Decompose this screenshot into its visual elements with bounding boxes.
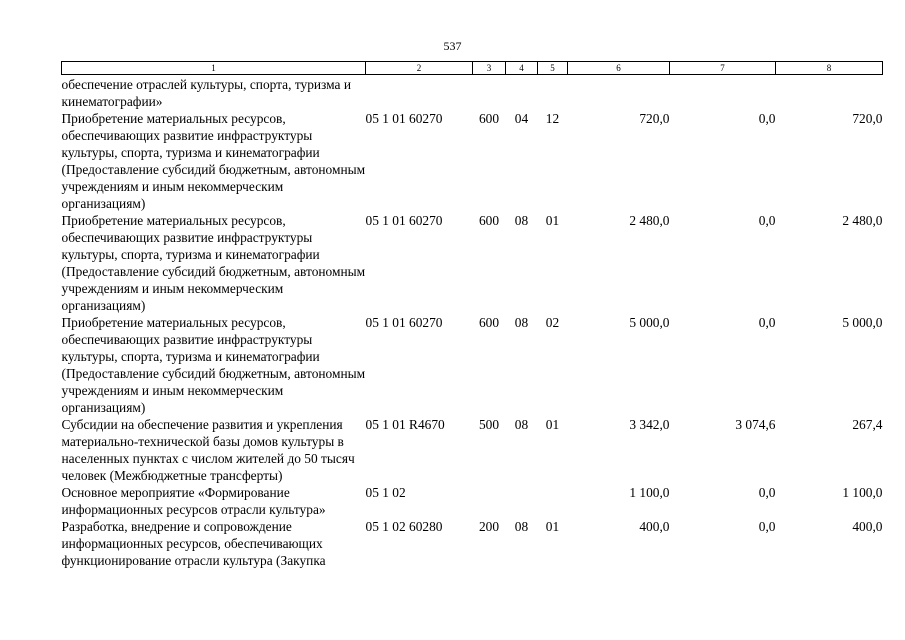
row-section: 08 (514, 417, 529, 432)
table-row (62, 518, 883, 569)
row-total: 5 000,0 (629, 315, 670, 330)
column-number-row (62, 62, 883, 75)
row-section: 08 (514, 519, 529, 534)
row-regional: 5 000,0 (842, 315, 883, 330)
row-subsection: 12 (545, 111, 560, 126)
row-section: 08 (514, 315, 529, 330)
column-number: 5 (538, 62, 568, 75)
row-code: 05 1 01 R4670 (365, 417, 445, 432)
row-code: 05 1 02 60280 (365, 519, 443, 534)
column-number: 7 (670, 62, 776, 75)
column-number: 3 (473, 62, 506, 75)
row-code: 05 1 01 60270 (365, 111, 443, 126)
column-number: 6 (568, 62, 670, 75)
row-expense-type (473, 75, 506, 111)
row-total: 3 342,0 (629, 417, 670, 432)
row-expense-type: 600 (478, 111, 500, 126)
table-row (62, 75, 883, 111)
row-name: Основное мероприятие «Формирование информационных ресурсов отрасли культура» (61, 485, 326, 517)
row-federal (670, 75, 776, 111)
row-federal: 0,0 (758, 485, 776, 500)
column-number: 4 (506, 62, 538, 75)
table-row (62, 110, 883, 212)
row-total: 1 100,0 (629, 485, 670, 500)
row-regional: 267,4 (852, 417, 883, 432)
row-section: 04 (514, 111, 529, 126)
row-federal: 3 074,6 (735, 417, 776, 432)
row-section (506, 484, 538, 518)
row-regional: 400,0 (852, 519, 883, 534)
row-federal: 0,0 (758, 111, 776, 126)
row-subsection (538, 75, 568, 111)
row-section (506, 75, 538, 111)
row-total: 720,0 (639, 111, 670, 126)
row-section: 08 (514, 213, 529, 228)
row-regional: 1 100,0 (842, 485, 883, 500)
row-name: Приобретение материальных ресурсов, обеспечивающих развитие инфраструктуры культуры, спорта, туризма и кинематографии (Предоставление субсидий бюджетным, автономным учреждениям и иным некоммерческим организациям) (61, 315, 366, 415)
row-total: 400,0 (639, 519, 670, 534)
row-code: 05 1 01 60270 (365, 213, 443, 228)
row-subsection: 01 (545, 213, 560, 228)
budget-table (61, 61, 883, 569)
column-number: 2 (366, 62, 473, 75)
row-federal: 0,0 (758, 213, 776, 228)
column-number: 1 (62, 62, 366, 75)
row-subsection: 01 (545, 519, 560, 534)
row-expense-type: 500 (478, 417, 500, 432)
row-expense-type: 600 (478, 315, 500, 330)
table-row (62, 416, 883, 484)
row-total: 2 480,0 (629, 213, 670, 228)
row-expense-type: 600 (478, 213, 500, 228)
row-regional: 2 480,0 (842, 213, 883, 228)
row-code: 05 1 02 (365, 485, 406, 500)
row-code: 05 1 01 60270 (365, 315, 443, 330)
row-regional: 720,0 (852, 111, 883, 126)
table-row (62, 484, 883, 518)
row-subsection: 01 (545, 417, 560, 432)
row-federal: 0,0 (758, 519, 776, 534)
table-row (62, 212, 883, 314)
row-name: Субсидии на обеспечение развития и укрепления материально-технической базы домов культуры в населенных пунктах с числом жителей до 50 тысяч человек (Межбюджетные трансферты) (61, 417, 355, 483)
column-number: 8 (776, 62, 883, 75)
row-subsection (538, 484, 568, 518)
row-name: Приобретение материальных ресурсов, обеспечивающих развитие инфраструктуры культуры, спорта, туризма и кинематографии (Предоставление субсидий бюджетным, автономным учреждениям и иным некоммерческим организациям) (61, 213, 366, 313)
row-expense-type: 200 (478, 519, 500, 534)
row-subsection: 02 (545, 315, 560, 330)
table-row (62, 314, 883, 416)
row-expense-type (473, 484, 506, 518)
row-name: Разработка, внедрение и сопровождение информационных ресурсов, обеспечивающих функционирование отрасли культура (Закупка (61, 519, 326, 568)
row-name: обеспечение отраслей культуры, спорта, туризма и кинематографии» (61, 77, 351, 109)
row-federal: 0,0 (758, 315, 776, 330)
page-number: 537 (443, 39, 462, 53)
row-name: Приобретение материальных ресурсов, обеспечивающих развитие инфраструктуры культуры, спорта, туризма и кинематографии (Предоставление субсидий бюджетным, автономным учреждениям и иным некоммерческим организациям) (61, 111, 366, 211)
row-code (366, 75, 473, 111)
row-regional (776, 75, 883, 111)
row-total (568, 75, 670, 111)
